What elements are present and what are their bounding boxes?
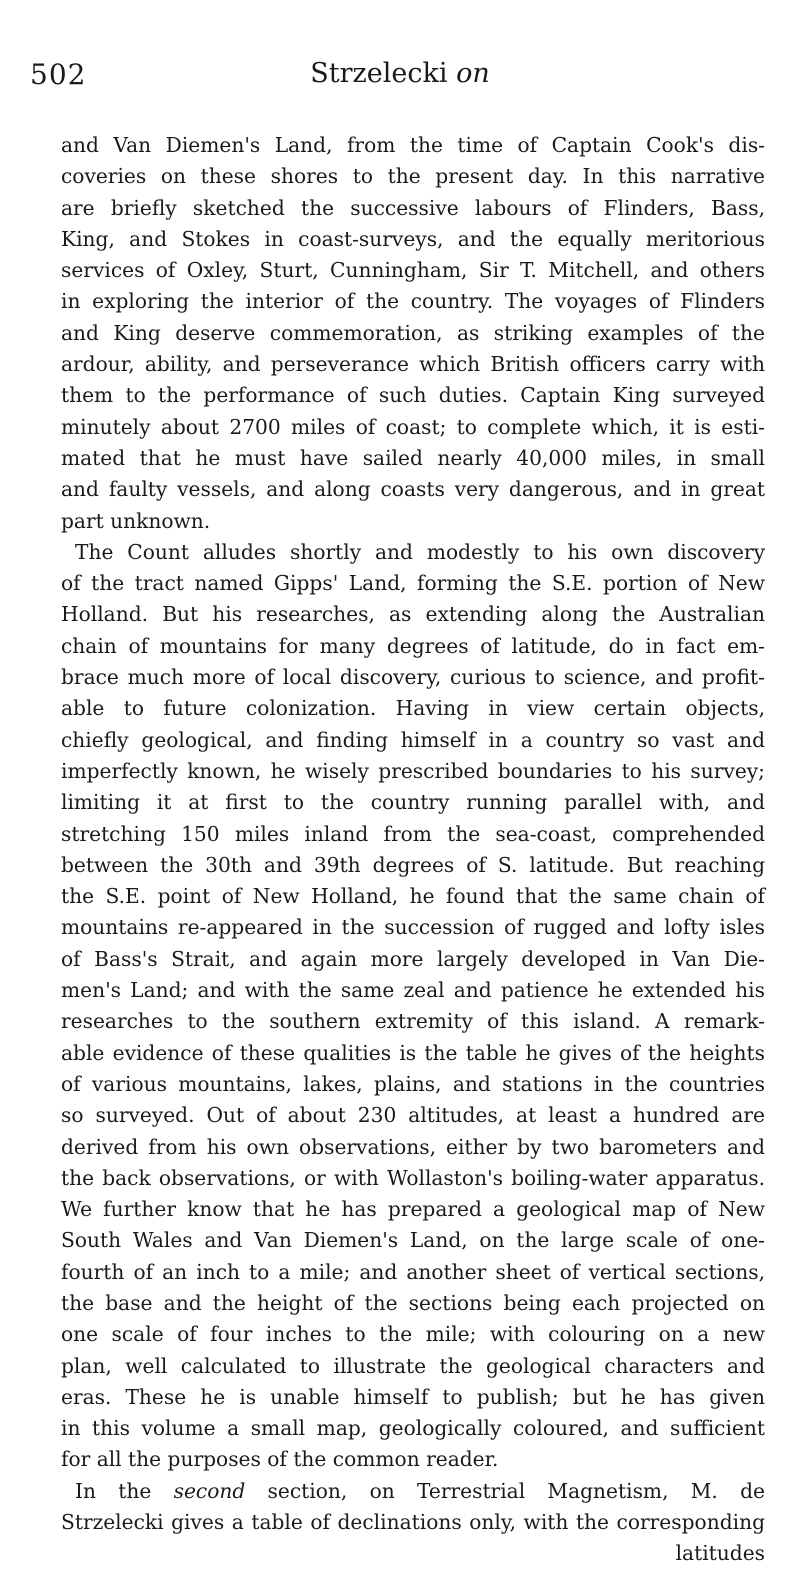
text-line: services of Oxley, Sturt, Cunningham, Sir T. Mitchell, and others	[61, 258, 765, 283]
running-title-text: Strzelecki	[310, 58, 448, 89]
text-line: derived from his own observations, either by two barometers and	[61, 1134, 765, 1159]
text-line: and faulty vessels, and along coasts very dangerous, and in great	[61, 477, 765, 502]
text-line: in exploring the interior of the country. The voyages of Flinders	[61, 289, 765, 314]
text-line-with-italic	[61, 1476, 765, 1507]
text-line: The Count alludes shortly and modestly to his own discovery	[75, 539, 765, 564]
text-line: part unknown.	[61, 508, 211, 533]
text-line: the back observations, or with Wollaston's boiling-water apparatus.	[61, 1165, 765, 1190]
text-line: plan, well calculated to illustrate the geological characters and	[61, 1353, 765, 1378]
text-line: mountains re-appeared in the succession of rugged and lofty isles	[61, 915, 765, 940]
text-line: for all the purposes of the common reader.	[61, 1447, 499, 1472]
text-line: and Van Diemen's Land, from the time of Captain Cook's dis-	[61, 133, 765, 157]
text-line: men's Land; and with the same zeal and patience he extended his	[61, 978, 765, 1003]
text-line: Strzelecki gives a table of declinations only, with the corresponding	[61, 1510, 765, 1535]
text-line: of Bass's Strait, and again more largely developed in Van Die-	[61, 946, 765, 971]
text-line: so surveyed. Out of about 230 altitudes, at least a hundred are	[61, 1103, 765, 1128]
text-line: coveries on these shores to the present day. In this narrative	[61, 164, 765, 189]
page-header	[30, 58, 770, 98]
text-run: section, on Terrestrial Magnetism, M. de	[245, 1478, 765, 1503]
body-text	[61, 130, 765, 1570]
page-number: 502	[30, 58, 87, 91]
text-line: chiefly geological, and finding himself in a country so vast and	[61, 727, 765, 752]
text-line: eras. These he is unable himself to publish; but he has given	[61, 1384, 765, 1409]
text-line: between the 30th and 39th degrees of S. latitude. But reaching	[61, 852, 765, 877]
text-line: are briefly sketched the successive labours of Flinders, Bass,	[61, 195, 765, 220]
text-line: imperfectly known, he wisely prescribed boundaries to his survey;	[61, 758, 765, 783]
text-line: them to the performance of such duties. Captain King surveyed	[61, 383, 765, 408]
running-title	[30, 58, 770, 89]
italic-word: second	[173, 1478, 246, 1503]
text-line: ardour, ability, and perseverance which British officers carry with	[61, 352, 765, 377]
text-line: limiting it at first to the country running parallel with, and	[61, 790, 765, 815]
text-line: in this volume a small map, geologically coloured, and sufficient	[61, 1416, 765, 1441]
catchword: latitudes	[675, 1541, 765, 1566]
text-line: the base and the height of the sections being each projected on	[61, 1290, 765, 1315]
text-line: brace much more of local discovery, curious to science, and profit-	[61, 665, 765, 690]
text-run: In the	[75, 1478, 174, 1503]
text-line: of the tract named Gipps' Land, forming the S.E. portion of New	[61, 571, 765, 596]
text-line: fourth of an inch to a mile; and another sheet of vertical sections,	[61, 1259, 765, 1284]
text-line: minutely about 2700 miles of coast; to complete which, it is esti-	[61, 414, 765, 439]
text-line: and King deserve commemoration, as striking examples of the	[61, 320, 765, 345]
text-line: King, and Stokes in coast-surveys, and the equally meritorious	[61, 226, 765, 251]
text-line: We further know that he has prepared a geological map of New	[61, 1197, 765, 1222]
text-line: South Wales and Van Diemen's Land, on the large scale of one-	[61, 1228, 765, 1253]
text-line: Holland. But his researches, as extending along the Australian	[61, 602, 765, 627]
text-line: one scale of four inches to the mile; with colouring on a new	[61, 1322, 765, 1347]
text-line: stretching 150 miles inland from the sea-coast, comprehended	[61, 821, 765, 846]
text-line: researches to the southern extremity of this island. A remark-	[61, 1009, 765, 1034]
text-line: able evidence of these qualities is the table he gives of the heights	[61, 1040, 765, 1065]
text-line: chain of mountains for many degrees of latitude, do in fact em-	[61, 633, 765, 658]
text-line: the S.E. point of New Holland, he found that the same chain of	[61, 884, 765, 909]
text-line: of various mountains, lakes, plains, and stations in the countries	[61, 1071, 765, 1096]
text-line: able to future colonization. Having in view certain objects,	[61, 696, 765, 721]
running-title-italic: on	[456, 58, 490, 89]
text-line: mated that he must have sailed nearly 40,000 miles, in small	[61, 445, 765, 470]
